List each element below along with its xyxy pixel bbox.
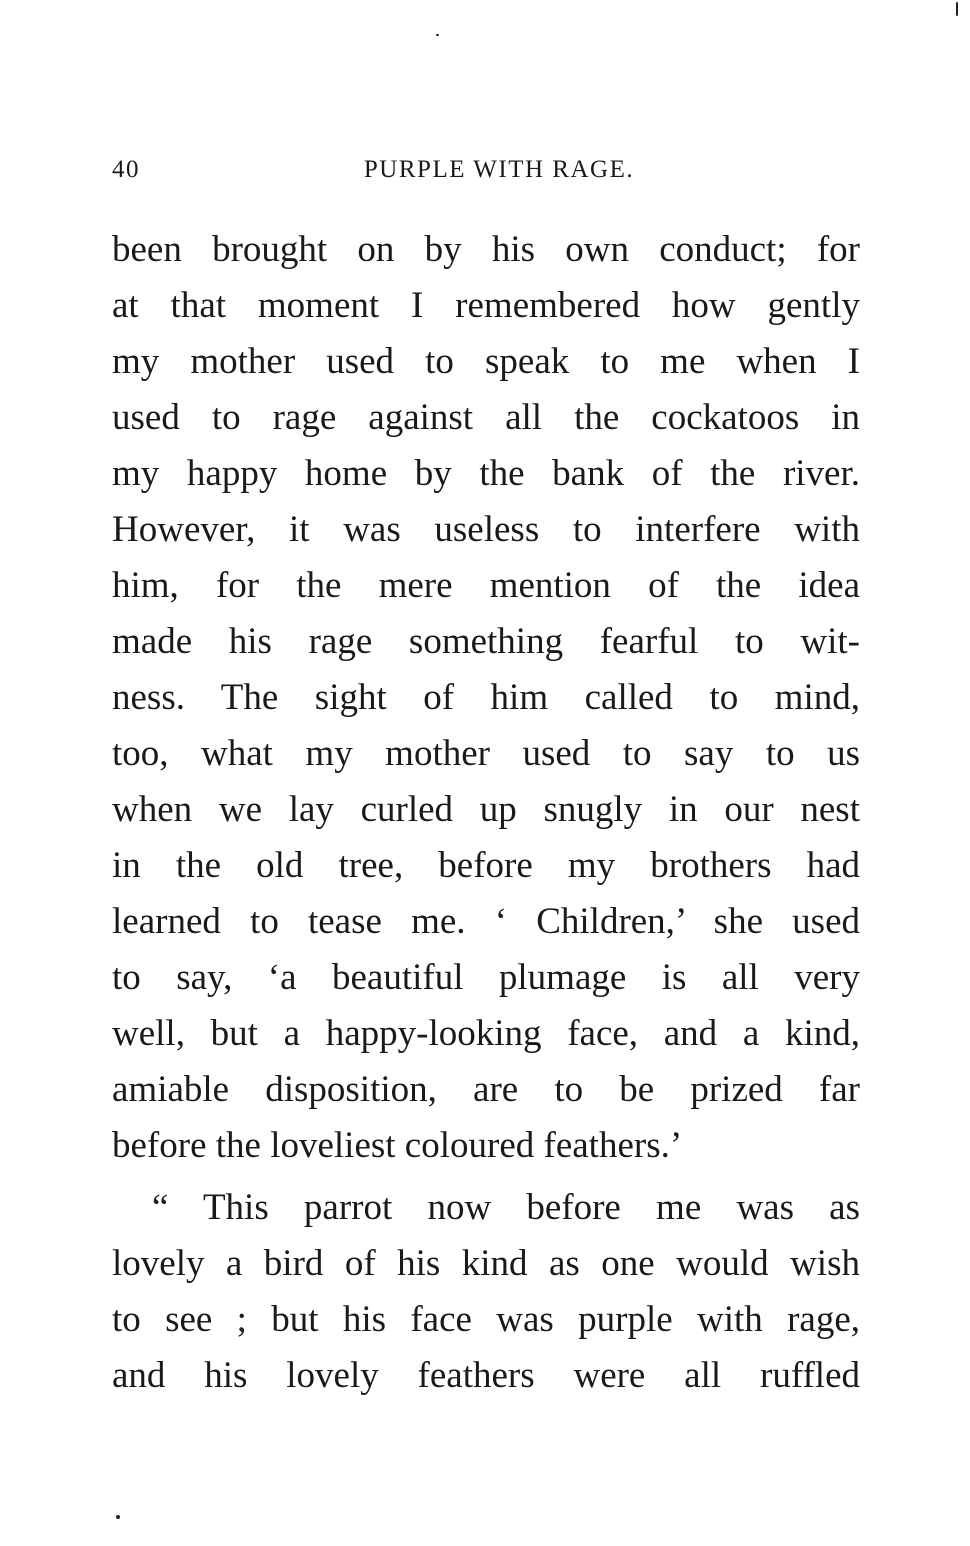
text-line: well, but a happy-looking face, and a kind, — [112, 1013, 860, 1054]
text-line: my happy home by the bank of the river. — [112, 453, 860, 494]
text-line: too, what my mother used to say to us — [112, 733, 860, 774]
page-number: 40 — [112, 156, 140, 183]
text-line: to see ; but his face was purple with rage, — [112, 1299, 860, 1340]
text-line: to say, ‘a beautiful plumage is all very — [112, 957, 860, 998]
text-line: made his rage something fearful to wit- — [112, 621, 860, 662]
text-line: used to rage against all the cockatoos in — [112, 397, 860, 438]
text-line: ness. The sight of him called to mind, — [112, 677, 860, 718]
body-text — [112, 222, 860, 1404]
text-line: before the loveliest coloured feathers.’ — [112, 1125, 683, 1166]
text-line: However, it was useless to interfere with — [112, 509, 860, 550]
text-line: learned to tease me. ‘ Children,’ she used — [112, 901, 860, 942]
text-line: at that moment I remembered how gently — [112, 285, 860, 326]
text-line: been brought on by his own conduct; for — [112, 229, 860, 270]
text-line: and his lovely feathers were all ruffled — [112, 1355, 860, 1396]
text-line: lovely a bird of his kind as one would wish — [112, 1243, 860, 1284]
text-line: amiable disposition, are to be prized far — [112, 1069, 860, 1110]
scan-speck — [436, 34, 439, 36]
chapter-title: PURPLE WITH RAGE. — [363, 156, 635, 183]
scan-speck — [956, 2, 958, 16]
text-line: in the old tree, before my brothers had — [112, 845, 860, 886]
scan-speck — [116, 1515, 120, 1519]
text-line: “ This parrot now before me was as — [152, 1187, 860, 1228]
text-line: my mother used to speak to me when I — [112, 341, 860, 382]
text-line: him, for the mere mention of the idea — [112, 565, 860, 606]
running-head — [112, 156, 860, 196]
text-line: when we lay curled up snugly in our nest — [112, 789, 860, 830]
